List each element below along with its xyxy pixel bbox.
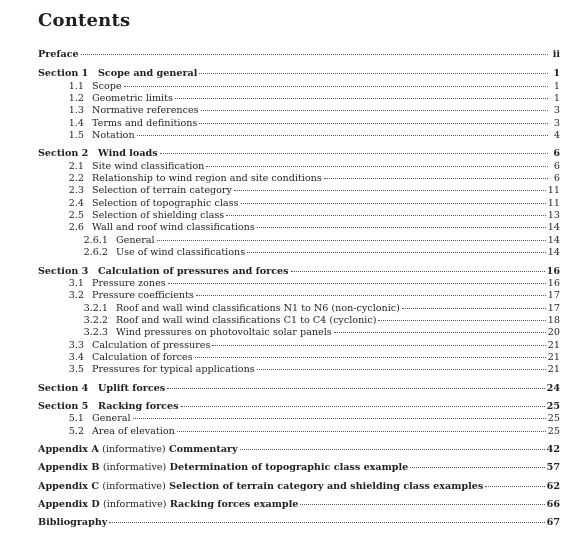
toc-page: 18 xyxy=(547,314,560,326)
toc-title: Racking forces xyxy=(98,400,179,412)
toc-title: Pressures for typical applications xyxy=(92,364,255,376)
toc-entry-3-3[interactable] xyxy=(38,340,560,352)
toc-title: Wind loads xyxy=(98,148,158,160)
appendix-label: Appendix A xyxy=(38,443,99,455)
toc-title: Determination of topographic class example xyxy=(169,462,409,474)
toc-page: 25 xyxy=(546,400,560,412)
toc-title: Scope and general xyxy=(98,68,198,80)
toc-title: Calculation of pressures and forces xyxy=(98,265,289,277)
toc-number: 1.5 xyxy=(68,130,84,142)
toc-title: General xyxy=(116,234,155,246)
toc-page: 3 xyxy=(553,105,560,117)
toc-title: Selection of shielding class xyxy=(92,210,225,222)
toc-number: 2.2 xyxy=(68,173,84,185)
toc-entry-1-3[interactable] xyxy=(38,105,560,117)
toc-page: 11 xyxy=(547,185,560,197)
leader-dots xyxy=(485,486,544,487)
toc-title: Site wind classification xyxy=(92,160,205,172)
section-label: Section 1 xyxy=(38,68,89,80)
toc-title: Area of elevation xyxy=(92,425,175,437)
leader-dots xyxy=(81,54,548,55)
leader-dots xyxy=(137,135,548,136)
toc-entry-section-4[interactable] xyxy=(38,383,560,395)
leader-dots xyxy=(410,467,544,468)
toc-number: 5.1 xyxy=(68,413,84,425)
toc-page: 3 xyxy=(553,117,560,129)
toc-entry-preface[interactable] xyxy=(38,49,560,61)
toc-page: 1 xyxy=(553,93,560,105)
section-label: Section 4 xyxy=(38,382,89,394)
toc-number: 2.6.1 xyxy=(83,234,108,246)
toc-title: Geometric limits xyxy=(92,93,173,105)
toc-page: 13 xyxy=(547,210,560,222)
toc-title: Wall and roof wind classifications xyxy=(92,222,255,234)
toc-title: Pressure zones xyxy=(92,277,166,289)
toc-page: 6 xyxy=(553,148,560,160)
toc-title: General xyxy=(92,413,131,425)
toc-page: 62 xyxy=(546,480,560,492)
toc-page: 67 xyxy=(546,517,560,529)
toc-page: 57 xyxy=(546,462,560,474)
toc-entry-2-6[interactable] xyxy=(38,222,560,234)
toc-entry-section-1[interactable] xyxy=(38,68,560,80)
toc-number: 2.6 xyxy=(68,222,84,234)
toc-page: 14 xyxy=(547,247,560,259)
toc-entry-appendix-c[interactable] xyxy=(38,481,560,493)
toc-entry-5-1[interactable] xyxy=(38,413,560,425)
toc-title: Wind pressures on photovoltaic solar panels xyxy=(116,327,332,339)
toc-title: Terms and definitions xyxy=(92,117,198,129)
toc-entry-2-6-2[interactable] xyxy=(38,247,560,259)
leader-dots xyxy=(157,240,546,241)
leader-dots xyxy=(167,388,544,389)
toc-title: Scope xyxy=(92,80,122,92)
leader-dots xyxy=(334,332,546,333)
leader-dots xyxy=(199,73,548,74)
leader-dots xyxy=(212,345,545,346)
leader-dots xyxy=(240,449,545,450)
leader-dots xyxy=(195,357,546,358)
leader-dots xyxy=(257,369,546,370)
toc-page: 6 xyxy=(553,160,560,172)
leader-dots xyxy=(257,227,546,228)
toc-title: Normative references xyxy=(92,105,199,117)
toc-number: 3.2.3 xyxy=(83,327,108,339)
appendix-note: (informative) xyxy=(103,499,167,510)
leader-dots xyxy=(247,252,546,253)
toc-title: Bibliography xyxy=(38,517,108,529)
toc-title: Uplift forces xyxy=(98,382,166,394)
leader-dots xyxy=(175,98,548,99)
leader-dots xyxy=(196,295,546,296)
toc-number: 2.6.2 xyxy=(83,247,108,259)
toc-number: 3.3 xyxy=(68,339,84,351)
toc-entry-appendix-b[interactable] xyxy=(38,462,560,474)
toc-entry-1-2[interactable] xyxy=(38,93,560,105)
toc-title: Calculation of pressures xyxy=(92,339,211,351)
toc-page: 21 xyxy=(547,351,560,363)
toc-entry-2-2[interactable] xyxy=(38,173,560,185)
leader-dots xyxy=(378,320,545,321)
leader-dots xyxy=(133,418,546,419)
toc-entry-appendix-d[interactable] xyxy=(38,499,560,511)
toc-number: 3.1 xyxy=(68,277,84,289)
toc-number: 1.2 xyxy=(68,93,84,105)
toc-title: Roof and wall wind classifications N1 to N6 (non-cyclonic) xyxy=(116,302,400,314)
leader-dots xyxy=(206,166,548,167)
leader-dots xyxy=(109,522,544,523)
toc-title: Selection of terrain category and shielding class examples xyxy=(169,480,484,492)
toc-number: 1.4 xyxy=(68,117,84,129)
toc-entry-1-1[interactable] xyxy=(38,81,560,93)
leader-dots xyxy=(324,178,548,179)
toc-title: Preface xyxy=(38,49,79,60)
toc-number: 3.2.2 xyxy=(83,314,108,326)
leader-dots xyxy=(199,123,548,124)
toc-entry-2-6-1[interactable] xyxy=(38,235,560,247)
leader-dots xyxy=(291,271,545,272)
toc-entry-section-5[interactable] xyxy=(38,401,560,413)
toc-number: 3.5 xyxy=(68,364,84,376)
toc-entry-3-2-3[interactable] xyxy=(38,327,560,339)
toc-title: Pressure coefficients xyxy=(92,290,194,302)
toc-entry-5-2[interactable] xyxy=(38,426,560,438)
toc-title: Calculation of forces xyxy=(92,351,193,363)
toc-page: 11 xyxy=(547,197,560,209)
appendix-note: (informative) xyxy=(102,462,167,474)
toc-number: 2.4 xyxy=(68,197,84,209)
toc-page: 14 xyxy=(547,222,560,234)
leader-dots xyxy=(241,203,546,204)
toc-title: Commentary xyxy=(168,443,238,455)
leader-dots xyxy=(160,153,548,154)
leader-dots xyxy=(300,504,544,505)
toc-title: Selection of topographic class xyxy=(92,197,239,209)
appendix-note: (informative) xyxy=(102,443,166,455)
leader-dots xyxy=(234,190,546,191)
section-label: Section 2 xyxy=(38,148,89,160)
toc-page: 17 xyxy=(547,302,560,314)
leader-dots xyxy=(177,431,546,432)
toc-entry-2-3[interactable] xyxy=(38,185,560,197)
toc-page: 14 xyxy=(547,234,560,246)
toc-page: 17 xyxy=(547,290,560,302)
toc-title: Roof and wall wind classifications C1 to C4 (cyclonic) xyxy=(116,314,377,326)
toc-page: 21 xyxy=(547,364,560,376)
toc-page: 6 xyxy=(553,173,560,185)
toc-page: 25 xyxy=(547,413,560,425)
toc-entry-3-4[interactable] xyxy=(38,352,560,364)
toc-page: 42 xyxy=(546,443,560,455)
toc-title: Use of wind classifications xyxy=(116,247,246,259)
toc-title: Selection of terrain category xyxy=(92,185,232,197)
leader-dots xyxy=(402,308,546,309)
leader-dots xyxy=(124,86,548,87)
section-label: Section 3 xyxy=(38,265,89,277)
toc-entry-3-2-1[interactable] xyxy=(38,303,560,315)
toc-entry-section-3[interactable] xyxy=(38,266,560,278)
toc-page: ii xyxy=(552,49,560,60)
toc-page: 1 xyxy=(553,80,560,92)
toc-number: 3.2.1 xyxy=(83,302,108,314)
appendix-label: Appendix C xyxy=(38,480,99,492)
leader-dots xyxy=(201,110,548,111)
appendix-label: Appendix B xyxy=(38,462,100,474)
toc-page: 20 xyxy=(547,327,560,339)
leader-dots xyxy=(168,283,546,284)
page-title: Contents xyxy=(38,10,131,31)
appendix-note: (informative) xyxy=(102,480,166,492)
toc-entry-2-5[interactable] xyxy=(38,210,560,222)
toc-entry-3-5[interactable] xyxy=(38,364,560,376)
toc-number: 1.1 xyxy=(68,80,84,92)
toc-page: 16 xyxy=(547,277,560,289)
toc-title: Notation xyxy=(92,130,135,142)
toc-entry-2-1[interactable] xyxy=(38,161,560,173)
toc-page: 16 xyxy=(546,265,560,277)
toc-page: 21 xyxy=(547,339,560,351)
section-label: Section 5 xyxy=(38,400,89,412)
appendix-label: Appendix D xyxy=(38,499,100,510)
toc-entry-bibliography[interactable] xyxy=(38,517,560,529)
leader-dots xyxy=(181,406,545,407)
leader-dots xyxy=(226,215,546,216)
toc-entry-2-4[interactable] xyxy=(38,198,560,210)
toc-page: 25 xyxy=(547,425,560,437)
toc-number: 1.3 xyxy=(68,105,84,117)
toc-entry-1-5[interactable] xyxy=(38,130,560,142)
toc-number: 5.2 xyxy=(68,425,84,437)
toc-title: Relationship to wind region and site conditions xyxy=(92,173,322,185)
toc-entry-3-2[interactable] xyxy=(38,290,560,302)
toc-number: 2.1 xyxy=(68,160,84,172)
toc-page: 4 xyxy=(553,130,560,142)
toc-entry-appendix-a[interactable] xyxy=(38,444,560,456)
toc-page: 66 xyxy=(546,499,560,510)
toc-number: 3.2 xyxy=(68,290,84,302)
toc-entry-3-1[interactable] xyxy=(38,278,560,290)
toc-entry-1-4[interactable] xyxy=(38,118,560,130)
toc-page: 24 xyxy=(546,382,560,394)
toc-number: 2.3 xyxy=(68,185,84,197)
toc-entry-3-2-2[interactable] xyxy=(38,315,560,327)
toc-title: Racking forces example xyxy=(169,499,299,510)
toc-page: 1 xyxy=(553,68,560,80)
toc-number: 3.4 xyxy=(68,351,84,363)
toc-entry-section-2[interactable] xyxy=(38,148,560,160)
toc-number: 2.5 xyxy=(68,210,84,222)
